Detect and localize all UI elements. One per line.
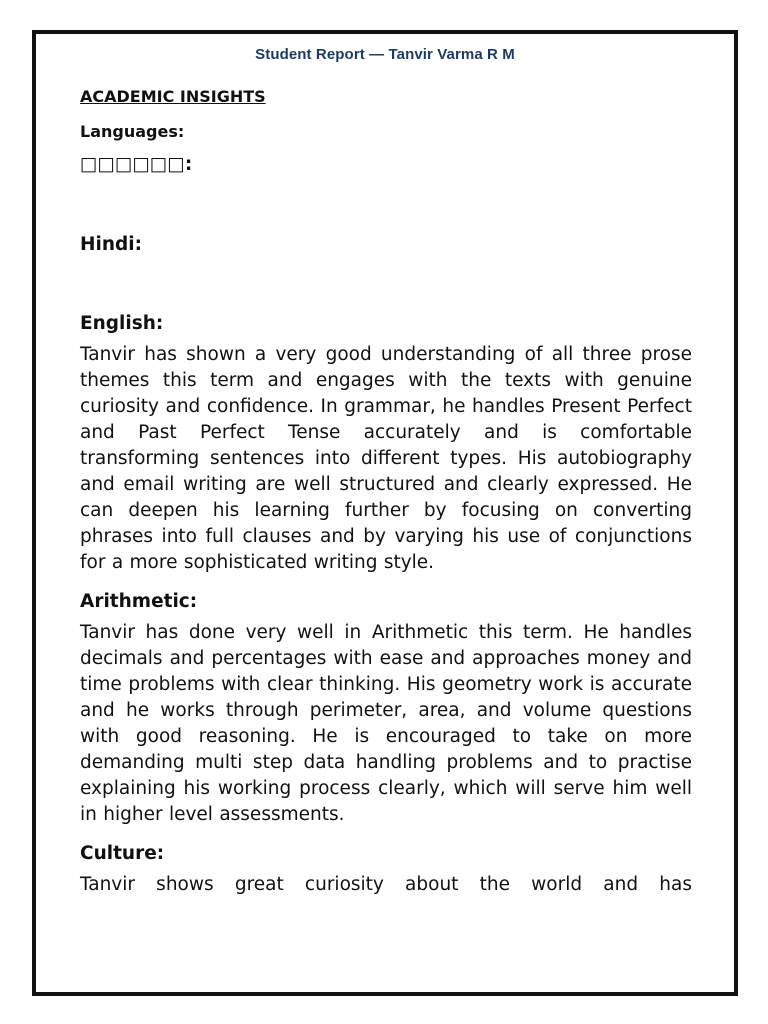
languages-label: Languages: [80, 122, 185, 141]
hindi-heading: Hindi: [80, 234, 142, 255]
report-content [80, 82, 692, 898]
report-header-title: Student Report — Tanvir Varma R M [255, 46, 515, 63]
arithmetic-heading: Arithmetic: [80, 591, 198, 612]
page-border-frame [32, 30, 738, 996]
first-language-heading: □□□□□□: [80, 154, 193, 175]
english-paragraph: Tanvir has shown a very good understanding of all three prose themes this term and engages with the texts with genuine curiosity and confidence. In grammar, he handles Present Perfect and Past Perfect Tense accurately and is comfortable transforming sentences into different types. His autobiography and email writing are well structured and clearly expressed. He can deepen his learning further by focusing on converting phrases into full clauses and by varying his use of conjunctions for a more sophisticated writing style. [80, 344, 692, 573]
arithmetic-paragraph: Tanvir has done very well in Arithmetic this term. He handles decimals and percentages with ease and approaches money and time problems with clear thinking. His geometry work is accurate and he works through perimeter, area, and volume questions with good reasoning. He is encouraged to take on more demanding multi step data handling problems and to practise explaining his working process clearly, which will serve him well in higher level assessments. [80, 622, 692, 825]
culture-paragraph: Tanvir shows great curiosity about the world and has [80, 874, 692, 895]
section-title: ACADEMIC INSIGHTS [80, 87, 266, 106]
culture-heading: Culture: [80, 843, 165, 864]
english-heading: English: [80, 313, 164, 334]
